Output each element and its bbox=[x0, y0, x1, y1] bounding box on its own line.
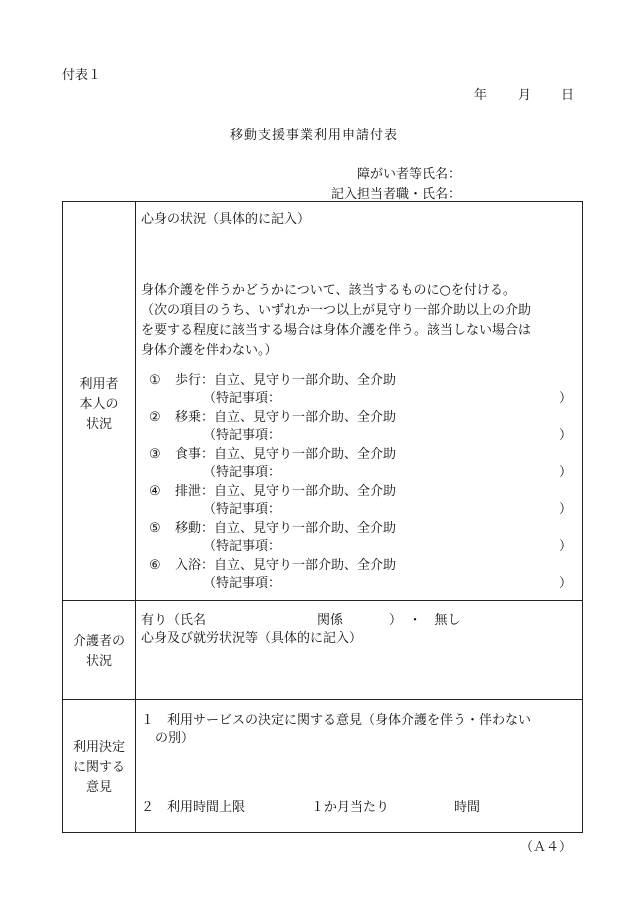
service-opinion-line-1: １ 利用サービスの決定に関する意見（身体介護を伴う・伴わない bbox=[141, 713, 532, 728]
item-excretion-note: （特記事項： ） bbox=[203, 502, 572, 517]
row-divider-2 bbox=[63, 699, 582, 700]
item-mobility: ⑤ 移動：自立、見守り一部介助、全介助 bbox=[149, 521, 397, 536]
attachment-label: 付表１ bbox=[62, 68, 102, 83]
column-divider bbox=[135, 202, 136, 832]
applicant-name-label: 障がい者等氏名： bbox=[357, 167, 462, 182]
date-year-label: 年 bbox=[474, 88, 488, 103]
item-eating-note: （特記事項： ） bbox=[203, 465, 572, 480]
date-day-label: 日 bbox=[561, 88, 575, 103]
document-title: 移動支援事業利用申請付表 bbox=[230, 128, 399, 143]
item-transfer: ② 移乗：自立、見守り一部介助、全介助 bbox=[149, 410, 397, 425]
item-walking-note: （特記事項： ） bbox=[203, 391, 572, 406]
item-bathing: ⑥ 入浴：自立、見守り一部介助、全介助 bbox=[149, 558, 397, 573]
caregiver-status-label: 介護者の 状況 bbox=[72, 634, 125, 669]
item-walking: ① 歩行：自立、見守り一部介助、全介助 bbox=[149, 373, 397, 388]
item-transfer-note: （特記事項： ） bbox=[203, 428, 572, 443]
decision-opinion-label: 利用決定 に関する 意見 bbox=[72, 740, 125, 795]
body-care-instructions: 身体介護を伴うかどうかについて、該当するものに○を付ける。 （次の項目のうち、いずれか一つ以上が見守り一部介助以上の介助 を要する程度に該当する場合は身体介護を伴う。該当しない場合は 身体介護を伴わない。） bbox=[141, 283, 532, 358]
user-status-label: 利用者 本人の 状況 bbox=[79, 377, 119, 432]
service-opinion-line-2: の別） bbox=[155, 731, 195, 746]
usage-time-limit-line: ２ 利用時間上限 １か月当たり 時間 bbox=[141, 800, 481, 815]
application-table bbox=[62, 201, 583, 833]
item-eating: ③ 食事：自立、見守り一部介助、全介助 bbox=[149, 447, 397, 462]
date-month-label: 月 bbox=[518, 88, 532, 103]
caregiver-presence-line: 有り（氏名 関係 ） ・ 無し bbox=[141, 613, 461, 628]
item-bathing-note: （特記事項： ） bbox=[203, 576, 572, 591]
caregiver-details-line: 心身及び就労状況等（具体的に記入） bbox=[141, 631, 363, 646]
user-status-intro: 心身の状況（具体的に記入） bbox=[141, 212, 311, 227]
recorder-label: 記入担当者職・氏名： bbox=[331, 187, 462, 202]
row-divider-1 bbox=[63, 600, 582, 601]
item-mobility-note: （特記事項： ） bbox=[203, 539, 572, 554]
paper-size-label: （Ａ４） bbox=[520, 840, 573, 855]
item-excretion: ④ 排泄：自立、見守り一部介助、全介助 bbox=[149, 484, 397, 499]
